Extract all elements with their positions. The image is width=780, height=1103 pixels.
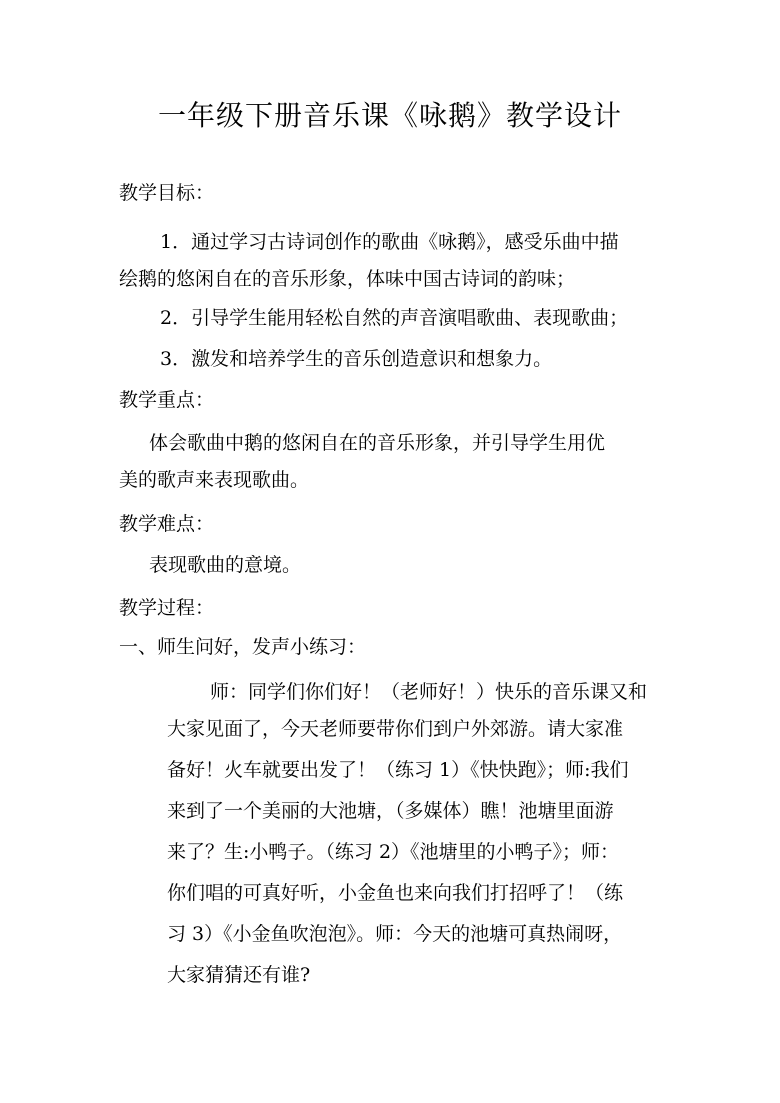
goal-item-1-line-2: 绘鹅的悠闲自在的音乐形象，体味中国古诗词的韵味； — [119, 268, 576, 290]
difficulties-line-1: 表现歌曲的意境。 — [149, 554, 302, 576]
key-points-heading: 教学重点： — [119, 389, 215, 411]
process-paragraph-line: 大家见面了，今天老师要带你们到户外郊游。请大家准 — [167, 718, 624, 740]
document-title: 一年级下册音乐课《咏鹅》教学设计 — [157, 99, 622, 132]
process-paragraph-line: 你们唱的可真好听，小金鱼也来向我们打招呼了！（练 — [167, 882, 624, 904]
key-points-line-2: 美的歌声来表现歌曲。 — [119, 469, 310, 491]
goal-item-1-line-1: 1．通过学习古诗词创作的歌曲《咏鹅》，感受乐曲中描 — [160, 231, 619, 253]
process-paragraph-line: 大家猜猜还有谁? — [167, 964, 311, 986]
process-paragraph-line: 师：同学们你们好！（老师好！）快乐的音乐课又和 — [210, 681, 648, 703]
process-section-1-heading: 一、师生问好，发声小练习： — [119, 636, 367, 658]
difficulties-heading: 教学难点： — [119, 513, 215, 535]
process-heading: 教学过程： — [119, 597, 215, 619]
goal-item-2: 2．引导学生能用轻松自然的声音演唱歌曲、表现歌曲； — [160, 307, 629, 329]
process-paragraph-line: 习 3）《小金鱼吹泡泡》。师：今天的池塘可真热闹呀， — [167, 923, 623, 945]
process-paragraph-line: 备好！火车就要出发了！（练习 1）《快快跑》；师:我们 — [167, 759, 629, 781]
process-paragraph-line: 来到了一个美丽的大池塘，（多媒体）瞧！池塘里面游 — [167, 800, 614, 822]
key-points-line-1: 体会歌曲中鹅的悠闲自在的音乐形象，并引导学生用优 — [149, 432, 606, 454]
goal-item-3: 3．激发和培养学生的音乐创造意识和想象力。 — [160, 348, 553, 370]
goals-heading: 教学目标： — [119, 182, 215, 204]
process-paragraph-line: 来了？生:小鸭子。（练习 2）《池塘里的小鸭子》；师： — [167, 841, 620, 863]
